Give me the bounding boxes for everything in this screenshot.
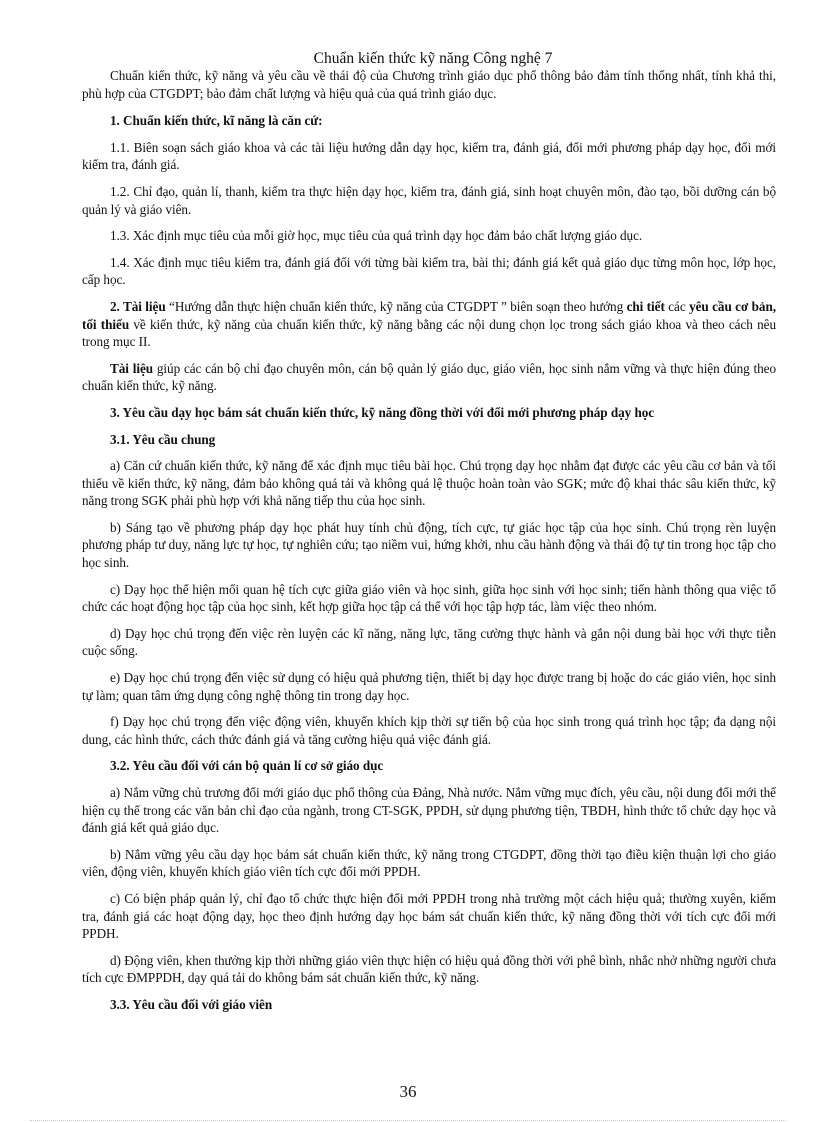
section-1-item: 1.1. Biên soạn sách giáo khoa và các tài liệu hướng dẫn dạy học, kiểm tra, đánh giá, đổi mới phương pháp dạy học, đổi mới kiểm tra, đánh giá. xyxy=(82,139,776,173)
section-3-2-item: d) Động viên, khen thưởng kịp thời những giáo viên thực hiện có hiệu quả đồng thời với phê bình, nhắc nhở những người chưa tích cực ĐMPPDH, dạy quá tải do không bám sát chuẩn kiến thức, kỹ năng. xyxy=(82,952,776,986)
intro-paragraph: Chuẩn kiến thức, kỹ năng và yêu cầu về thái độ của Chương trình giáo dục phổ thông bảo đảm tính thống nhất, tính khả thi, phù hợp của CTGDPT; bảo đảm chất lượng và hiệu quả của quá trình giáo dục. xyxy=(82,68,776,101)
section-2-lead: 2. Tài liệu xyxy=(110,298,166,314)
section-3-3-heading: 3.3. Yêu cầu đối với giáo viên xyxy=(110,996,273,1012)
section-3-2-item: a) Nắm vững chủ trương đổi mới giáo dục phổ thông của Đảng, Nhà nước. Nắm vững mục đích, yêu cầu, nội dung đổi mới thể hiện cụ thể trong các văn bản chỉ đạo của ngành, trong CT-SGK, PPDH, sử dụng phương tiện, TBDH, hình thức tổ chức dạy học và đánh giá kết quả giáo dục. xyxy=(82,785,776,836)
section-2-paragraph-2 xyxy=(82,360,776,395)
section-3-1-item: d) Dạy học chú trọng đến việc rèn luyện các kĩ năng, năng lực, tăng cường thực hành và gắn nội dung bài học với thực tiễn cuộc sống. xyxy=(82,625,776,659)
page-content xyxy=(82,50,776,1023)
footer-divider xyxy=(30,1120,786,1121)
section-2-text-2: giúp các cán bộ chỉ đạo chuyên môn, cán bộ quản lý giáo dục, giáo viên, học sinh nắm vững và thực hiện đúng theo chuẩn kiến thức, kỹ năng. xyxy=(82,360,776,394)
section-1-heading: 1. Chuẩn kiến thức, kĩ năng là căn cứ: xyxy=(110,113,323,129)
section-1-item: 1.4. Xác định mục tiêu kiểm tra, đánh giá đối với từng bài kiểm tra, bài thi; đánh giá kết quả giáo dục từng môn học, lớp học, cấp học. xyxy=(82,254,776,288)
section-3-1-item: e) Dạy học chú trọng đến việc sử dụng có hiệu quả phương tiện, thiết bị dạy học được trang bị hoặc do các giáo viên, học sinh tự làm; quan tâm ứng dụng công nghệ thông tin trong dạy học. xyxy=(82,670,776,703)
section-1-item: 1.3. Xác định mục tiêu của mỗi giờ học, mục tiêu của quá trình dạy học đảm bảo chất lượng giáo dục. xyxy=(110,228,643,244)
section-3-1-item: f) Dạy học chú trọng đến việc động viên, khuyến khích kịp thời sự tiến bộ của học sinh trong quá trình học tập; đa dạng nội dung, các hình thức, cách thức đánh giá và tăng cường hiệu quả việc đánh giá. xyxy=(82,714,776,747)
section-2-text: về kiến thức, kỹ năng của chuẩn kiến thức, kỹ năng bằng các nội dung chọn lọc trong sách giáo khoa và theo cách nêu trong mục II. xyxy=(82,316,776,350)
page-title: Chuẩn kiến thức kỹ năng Công nghệ 7 xyxy=(313,50,553,67)
section-3-heading: 3. Yêu cầu dạy học bám sát chuẩn kiến thức, kỹ năng đồng thời với đổi mới phương pháp dạy học xyxy=(110,404,655,420)
section-3-1-item: a) Căn cứ chuẩn kiến thức, kỹ năng để xác định mục tiêu bài học. Chú trọng dạy học nhằm đạt được các yêu cầu cơ bản và tối thiểu về kiến thức, kỹ năng, đảm bảo không quá tải và không quá lệ thuộc hoàn toàn vào SGK; mức độ khai thác sâu kiến thức, kỹ năng trong SGK phải phù hợp với khả năng tiếp thu của học sinh. xyxy=(82,458,776,509)
section-3-2-item: c) Có biện pháp quản lý, chỉ đạo tổ chức thực hiện đổi mới PPDH trong nhà trường một cách hiệu quả; thường xuyên, kiểm tra, đánh giá các hoạt động dạy, học theo định hướng dạy học bám sát chuẩn kiến thức, kỹ năng đồng thời với tích cực đổi mới PPDH. xyxy=(82,890,776,942)
section-2-lead-2: Tài liệu xyxy=(110,360,154,376)
section-3-1-item: c) Dạy học thể hiện mối quan hệ tích cực giữa giáo viên và học sinh, giữa học sinh với học sinh; tiến hành thông qua việc tổ chức các hoạt động học tập của học sinh, kết hợp giữa học tập cá thể với học tập hợp tác, làm việc theo nhóm. xyxy=(82,581,776,615)
section-3-2-heading: 3.2. Yêu cầu đối với cán bộ quản lí cơ sở giáo dục xyxy=(110,758,384,774)
section-2-text: “Hướng dẫn thực hiện chuẩn kiến thức, kỹ năng của CTGDPT ” biên soạn theo hướng xyxy=(165,298,627,314)
page-number: 36 xyxy=(399,1082,417,1101)
section-2-bold: chi tiết xyxy=(626,298,665,314)
section-3-1-heading: 3.1. Yêu cầu chung xyxy=(110,431,216,447)
section-3-1-item: b) Sáng tạo về phương pháp dạy học phát huy tính chủ động, tích cực, tự giác học tập của học sinh. Chú trọng rèn luyện phương pháp tư duy, năng lực tự học, tự nghiên cứu; tạo niềm vui, hứng khởi, nhu cầu hành động và thái độ tự tin trong học tập cho học sinh. xyxy=(82,519,776,571)
section-3-2-item: b) Nắm vững yêu cầu dạy học bám sát chuẩn kiến thức, kỹ năng trong CTGDPT, đồng thời tạo điều kiện thuận lợi cho giáo viên, động viên, khuyến khích giáo viên tích cực đổi mới PPDH. xyxy=(82,846,776,880)
section-2-paragraph xyxy=(82,298,776,351)
section-1-item: 1.2. Chỉ đạo, quản lí, thanh, kiểm tra thực hiện dạy học, kiểm tra, đánh giá, sinh hoạt chuyên môn, đào tạo, bồi dưỡng cán bộ quản lý và giáo viên. xyxy=(82,183,776,217)
section-2-text: các xyxy=(664,298,690,314)
section-2-bold: yêu cầu cơ bản, tối thiểu xyxy=(82,298,777,332)
